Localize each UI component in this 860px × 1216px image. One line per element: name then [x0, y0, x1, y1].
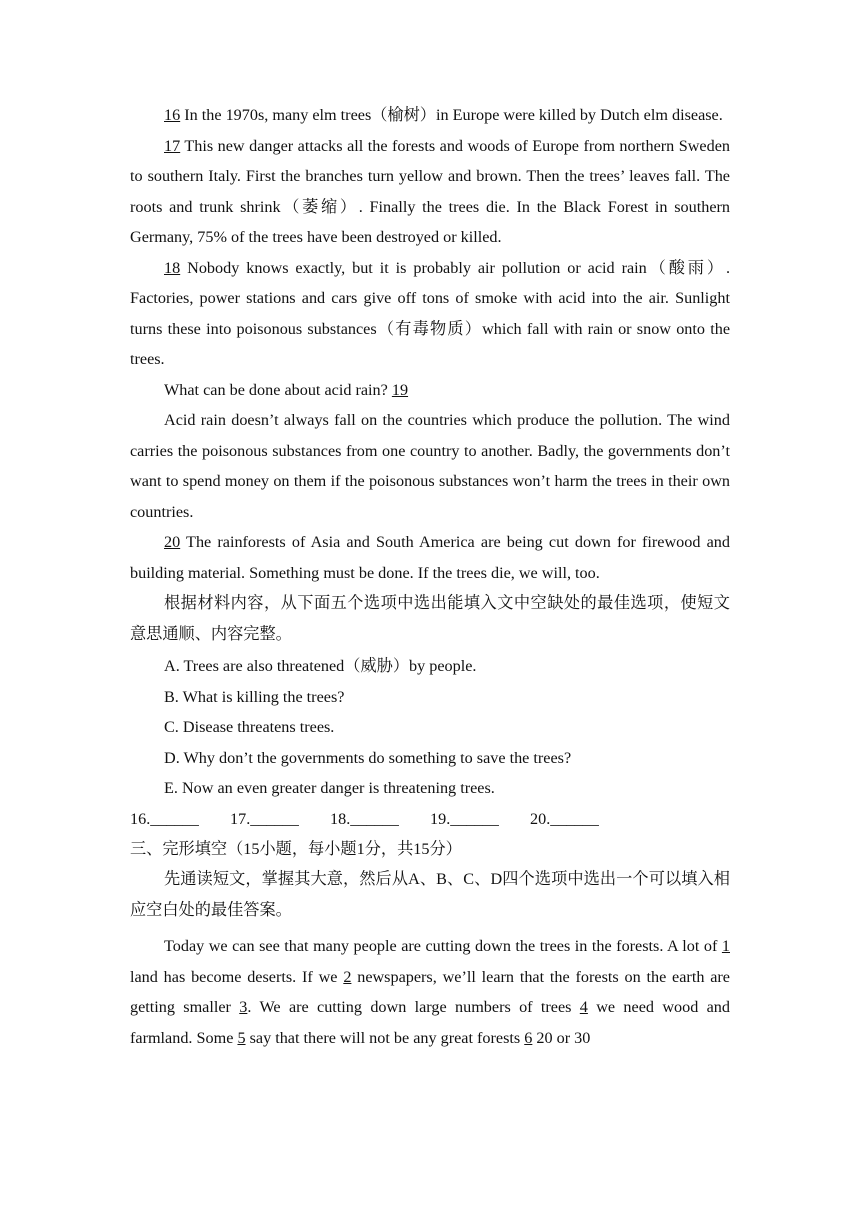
paragraph-text: Acid rain doesn’t always fall on the countries which produce the pollution. The wind carries the poisonous substances from one country to another. Badly, the governments don’t want to spend money on them if the poisonous substances won’t harm the trees in their own countries.	[130, 411, 730, 521]
blank-number: 16	[164, 106, 181, 124]
answer-blank-17[interactable]: 17.______	[230, 809, 299, 828]
cloze-paragraph	[130, 931, 730, 1053]
option-e: E. Now an even greater danger is threatening trees.	[164, 779, 495, 797]
cloze-blank-2: 2	[343, 967, 352, 986]
blank-number: 17	[164, 136, 181, 155]
document-body	[130, 100, 730, 1053]
paragraph-acid-rain	[130, 405, 730, 527]
cloze-text: . We are cutting down large numbers of trees	[247, 998, 580, 1016]
option-b: B. What is killing the trees?	[164, 687, 345, 706]
cloze-text: newspapers, we’ll learn that the forests on the earth are getting smaller	[130, 967, 730, 1016]
paragraph-text: Nobody knows exactly, but it is probably air pollution or acid rain（酸雨）. Factories, power stations and cars give off tons of smoke with acid into the air. Sunlight turns these into poisonous substances（有毒物质）which fall with rain or snow onto the trees.	[130, 258, 730, 368]
options-list	[130, 651, 730, 804]
answer-blanks-row	[130, 804, 730, 835]
paragraph-20	[130, 527, 730, 588]
blank-number: 19	[391, 380, 409, 399]
option-d: D. Why don’t the governments do something to save the trees?	[164, 748, 572, 767]
paragraph-text: In the 1970s, many elm trees（榆树）in Europe were killed by Dutch elm disease.	[180, 106, 723, 124]
cloze-text: 20 or 30	[532, 1028, 591, 1047]
cloze-text: land has become deserts. If we	[130, 967, 344, 986]
option-c: C. Disease threatens trees.	[164, 718, 335, 736]
section-header: 三、完形填空（15小题，每小题1分，共15分）	[130, 840, 462, 858]
paragraph-text: This new danger attacks all the forests and woods of Europe from northern Sweden to southern Italy. First the branches turn yellow and brown. Then the trees’ leaves fall. The roots and trunk shrink（萎缩）. Finally the trees die. In the Black Forest in southern Germany, 75% of the trees have been destroyed or killed.	[130, 136, 730, 246]
cloze-text: Today we can see that many people are cutting down the trees in the forests. A lot of	[164, 937, 722, 955]
blank-number: 18	[164, 258, 181, 277]
cloze-blank-4: 4	[579, 998, 588, 1016]
instruction-text: 根据材料内容，从下面五个选项中选出能填入文中空缺处的最佳选项，使短文意思通顺、内容完整。	[130, 594, 730, 643]
paragraph-18	[130, 253, 730, 375]
paragraph-text: The rainforests of Asia and South America are being cut down for firewood and building material. Something must be done. If the trees die, we will, too.	[130, 533, 730, 582]
blank-number: 20	[164, 533, 181, 551]
answer-blank-19[interactable]: 19.______	[430, 809, 499, 828]
cloze-text: say that there will not be any great forests	[245, 1028, 525, 1047]
paragraph-19	[130, 375, 730, 406]
option-a: A. Trees are also threatened（威胁）by people.	[164, 657, 477, 675]
paragraph-17	[130, 131, 730, 253]
cloze-blank-6: 6	[524, 1028, 533, 1047]
cloze-text: we need wood and farmland. Some	[130, 998, 730, 1047]
answer-blank-18[interactable]: 18.______	[330, 809, 399, 828]
section-instruction: 先通读短文，掌握其大意，然后从A、B、C、D四个选项中选出一个可以填入相应空白处的最佳答案。	[130, 870, 730, 919]
paragraph-text: What can be done about acid rain?	[164, 380, 392, 399]
answer-blank-16[interactable]: 16.______	[130, 809, 199, 828]
cloze-blank-5: 5	[237, 1028, 246, 1047]
answer-blank-20[interactable]: 20.______	[530, 809, 599, 828]
cloze-blank-1: 1	[721, 937, 730, 955]
paragraph-16	[130, 100, 730, 131]
cloze-blank-3: 3	[239, 998, 248, 1016]
